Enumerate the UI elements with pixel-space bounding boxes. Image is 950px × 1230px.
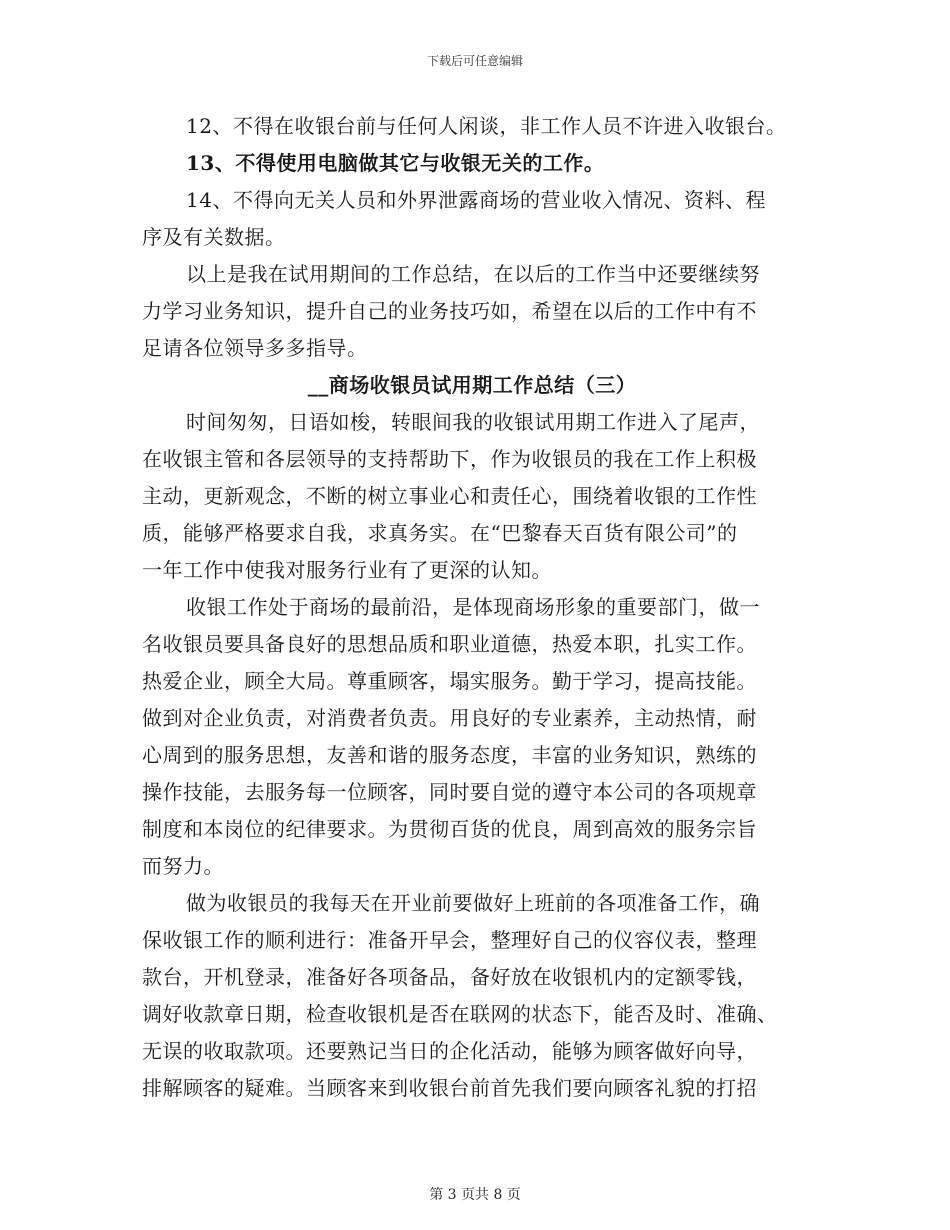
document-body	[142, 108, 802, 1107]
text-line: 做到对企业负责，对消费者负责。用良好的专业素养，主动热情，耐	[142, 706, 757, 730]
page-header: 下载后可任意编辑	[426, 54, 523, 68]
text-line: 排解顾客的疑难。当顾客来到收银台前首先我们要向顾客礼貌的打招	[142, 1076, 757, 1100]
text-line: 款台，开机登录，准备好各项备品，备好放在收银机内的定额零钱，	[142, 965, 757, 989]
text-line: 而努力。	[142, 854, 224, 878]
text-line: 足请各位领导多多指导。	[142, 336, 368, 360]
text-line: 时间匆匆，日语如梭，转眼间我的收银试用期工作进入了尾声，	[186, 410, 760, 434]
text-line: 主动，更新观念，不断的树立事业心和责任心，围绕着收银的工作性	[142, 484, 757, 508]
page-footer: 第 3 页共 8 页	[429, 1187, 521, 1203]
text-line: 一年工作中使我对服务行业有了更深的认知。	[142, 558, 552, 582]
text-line: 名收银员要具备良好的思想品质和职业道德，热爱本职，扎实工作。	[142, 632, 757, 656]
text-line: 以上是我在试用期间的工作总结，在以后的工作当中还要继续努	[186, 262, 760, 286]
text-line: 力学习业务知识，提升自己的业务技巧如，希望在以后的工作中有不	[142, 299, 757, 323]
text-line: 制度和本岗位的纪律要求。为贯彻百货的优良，周到高效的服务宗旨	[142, 817, 757, 841]
text-line: 心周到的服务思想，友善和谐的服务态度，丰富的业务知识，熟练的	[142, 743, 757, 767]
text-line: 热爱企业，顾全大局。尊重顾客，塌实服务。勤于学习，提高技能。	[142, 669, 757, 693]
text-line: 13、不得使用电脑做其它与收银无关的工作。	[186, 151, 605, 175]
text-line: 14、不得向无关人员和外界泄露商场的营业收入情况、资料、程	[186, 188, 766, 212]
text-line: 质，能够严格要求自我，求真务实。在“巴黎春天百货有限公司”的	[142, 521, 738, 545]
text-line: 在收银主管和各层领导的支持帮助下，作为收银员的我在工作上积极	[142, 447, 757, 471]
text-line: 操作技能，去服务每一位顾客，同时要自觉的遵守本公司的各项规章	[142, 780, 757, 804]
text-line: 保收银工作的顺利进行：准备开早会，整理好自己的仪容仪表，整理	[142, 928, 757, 952]
section-heading: __商场收银员试用期工作总结（三）	[307, 373, 637, 397]
text-line: 序及有关数据。	[142, 225, 286, 249]
text-line: 收银工作处于商场的最前沿，是体现商场形象的重要部门，做一	[186, 595, 760, 619]
text-line: 做为收银员的我每天在开业前要做好上班前的各项准备工作，确	[186, 891, 760, 915]
text-line: 调好收款章日期，检查收银机是否在联网的状态下，能否及时、准确、	[142, 1002, 778, 1026]
text-line: 12、不得在收银台前与任何人闲谈，非工作人员不许进入收银台。	[186, 114, 787, 138]
text-line: 无误的收取款项。还要熟记当日的企化活动，能够为顾客做好向导，	[142, 1039, 757, 1063]
